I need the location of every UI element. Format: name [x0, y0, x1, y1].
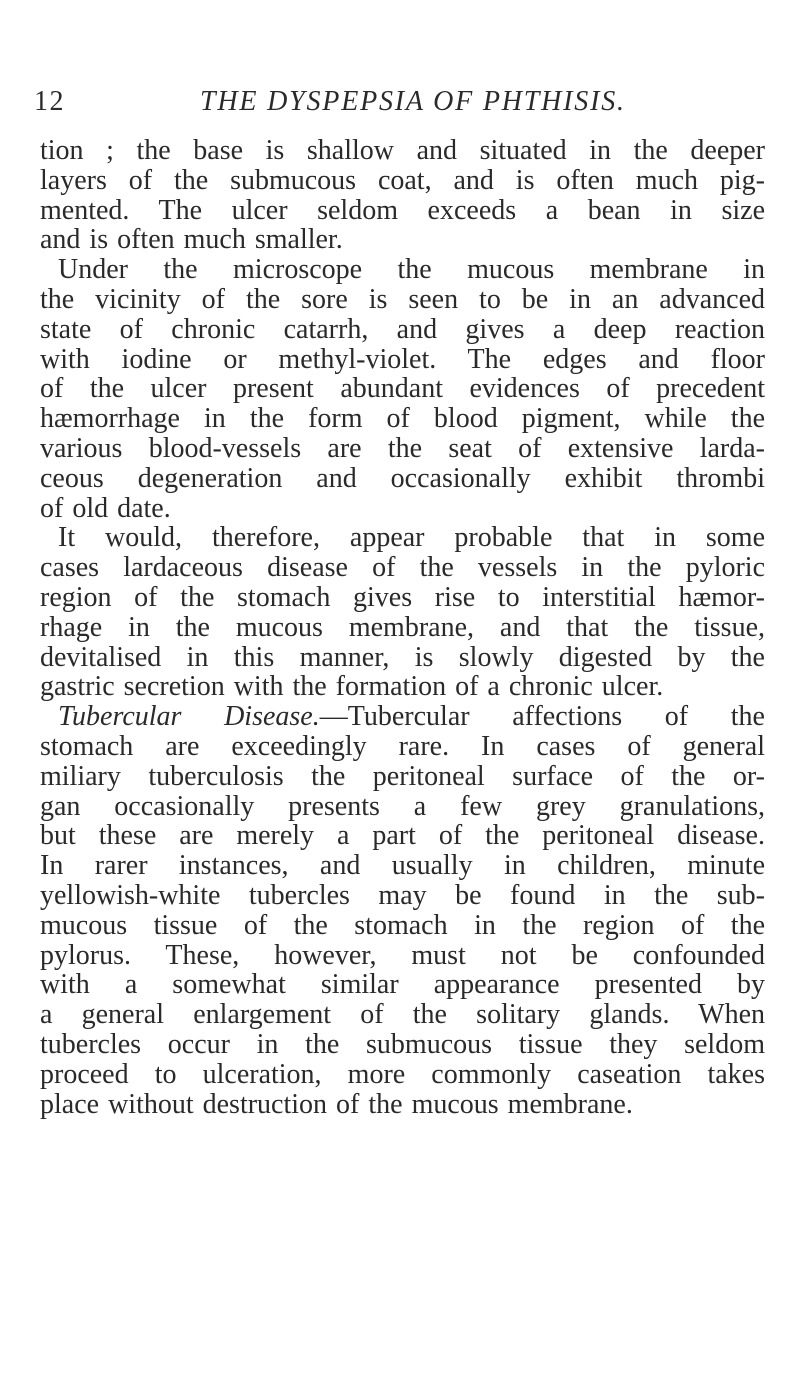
text-line: mucous tissue of the stomach in the region of the	[40, 909, 765, 941]
text-line: hæmorrhage in the form of blood pigment, while the	[40, 403, 765, 435]
text-line: tion ; the base is shallow and situated in the deeper	[40, 135, 765, 166]
text-line: cases lardaceous disease of the vessels in the pyloric	[40, 552, 765, 584]
running-title: THE DYSPEPSIA OF PHTHISIS.	[200, 86, 626, 117]
section-heading: Tubercular Disease.	[58, 701, 320, 733]
text-line: rhage in the mucous membrane, and that the tissue,	[40, 611, 765, 643]
text-line: gastric secretion with the formation of a chronic ulcer.	[40, 671, 664, 703]
text-line: layers of the submucous coat, and is often much pig-	[40, 164, 765, 196]
text-line: a general enlargement of the solitary glands. When	[40, 999, 765, 1031]
text-line-continuation: —Tubercular affections of the	[319, 701, 765, 733]
text-line: of old date.	[40, 492, 171, 524]
text-line: stomach are exceedingly rare. In cases of general	[40, 730, 765, 762]
text-line: mented. The ulcer seldom exceeds a bean in size	[40, 194, 765, 226]
text-line: miliary tuberculosis the peritoneal surface of the or-	[40, 760, 765, 792]
text-line: yellowish-white tubercles may be found in the sub-	[40, 879, 765, 911]
text-line	[40, 702, 765, 732]
running-head	[34, 86, 774, 126]
text-line: various blood-vessels are the seat of extensive larda-	[40, 432, 765, 464]
text-line: and is often much smaller.	[40, 224, 343, 256]
text-line: gan occasionally presents a few grey granulations,	[40, 790, 765, 822]
text-line: with a somewhat similar appearance presented by	[40, 969, 765, 1001]
text-line: devitalised in this manner, is slowly digested by the	[40, 641, 765, 673]
text-line: with iodine or methyl-violet. The edges and floor	[40, 343, 765, 375]
text-line: Under the microscope the mucous membrane in	[58, 254, 765, 286]
text-line: ceous degeneration and occasionally exhibit thrombi	[40, 462, 765, 494]
text-line: region of the stomach gives rise to interstitial hæmor-	[40, 581, 765, 613]
text-line: the vicinity of the sore is seen to be in an advanced	[40, 283, 765, 315]
text-line: In rarer instances, and usually in children, minute	[40, 850, 765, 882]
text-line: pylorus. These, however, must not be confounded	[40, 939, 765, 971]
text-line: but these are merely a part of the peritoneal disease.	[40, 820, 765, 852]
text-line: of the ulcer present abundant evidences of precedent	[40, 373, 765, 405]
text-line: It would, therefore, appear probable that in some	[58, 522, 765, 554]
text-line: tubercles occur in the submucous tissue they seldom	[40, 1028, 765, 1060]
body-text	[40, 136, 765, 1119]
text-line: state of chronic catarrh, and gives a deep reaction	[40, 313, 765, 345]
text-line: proceed to ulceration, more commonly caseation takes	[40, 1058, 765, 1090]
text-line: place without destruction of the mucous membrane.	[40, 1088, 633, 1120]
page-number: 12	[34, 86, 65, 117]
